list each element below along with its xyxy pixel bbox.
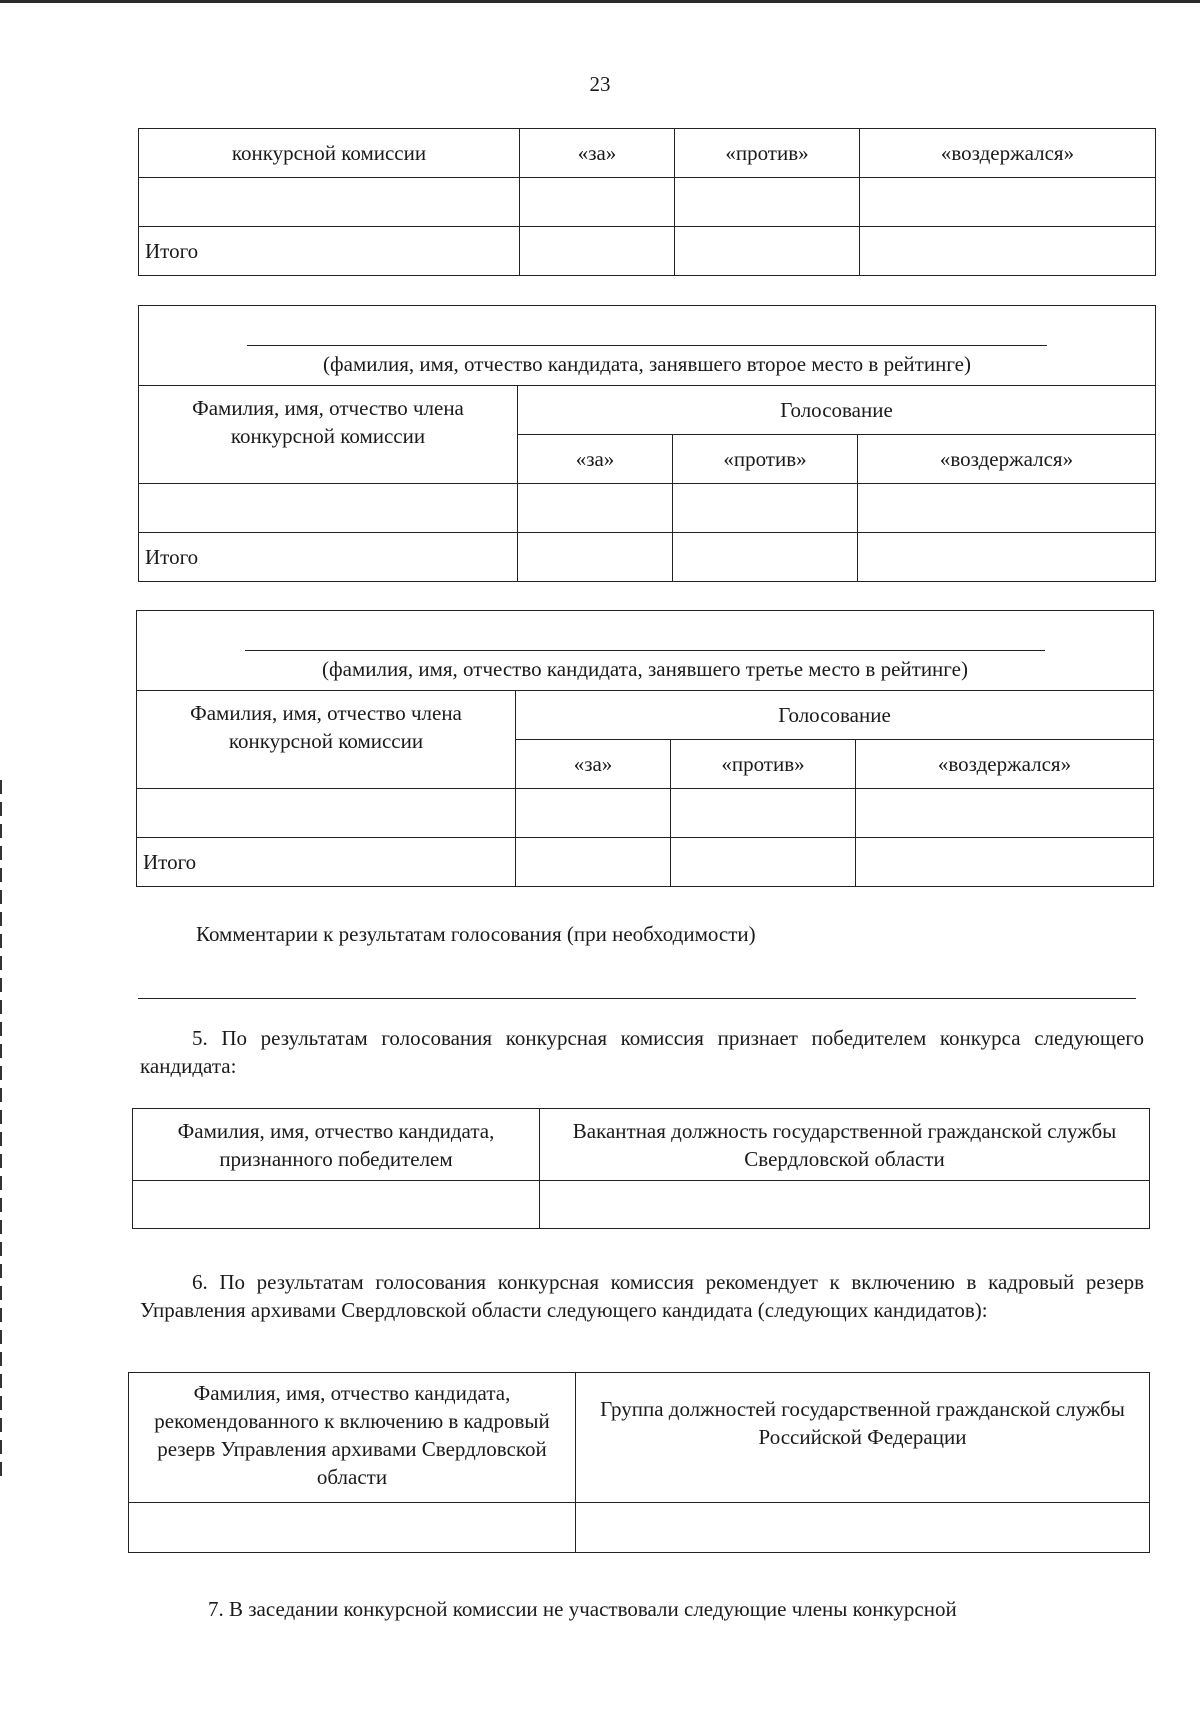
winner-name-header: Фамилия, имя, отчество кандидата, признанного победителем	[133, 1109, 540, 1181]
protiv-cell	[673, 484, 858, 533]
winner-name-cell	[133, 1181, 540, 1229]
vozd-header: «воздержался»	[860, 129, 1156, 178]
za-header: «за»	[518, 435, 673, 484]
protiv-header: «против»	[675, 129, 860, 178]
vozd-cell	[860, 178, 1156, 227]
total-row	[137, 838, 1154, 887]
candidate-caption-cell	[139, 306, 1156, 386]
vote-header: Голосование	[518, 386, 1156, 435]
vozd-total	[858, 533, 1156, 582]
total-row	[139, 533, 1156, 582]
member-cell	[139, 484, 518, 533]
table-row	[139, 178, 1156, 227]
vote-header: Голосование	[516, 691, 1154, 740]
vacant-position-cell	[540, 1181, 1150, 1229]
comments-label: Комментарии к результатам голосования (при необходимости)	[196, 922, 756, 946]
second-place-vote-table	[138, 305, 1156, 582]
za-cell	[520, 178, 675, 227]
candidate-name-line	[245, 650, 1045, 651]
vozd-cell	[858, 484, 1156, 533]
total-label: Итого	[139, 227, 520, 276]
za-total	[518, 533, 673, 582]
table-row	[139, 484, 1156, 533]
vozd-cell	[856, 789, 1154, 838]
vozd-header: «воздержался»	[858, 435, 1156, 484]
reserve-table	[128, 1372, 1150, 1553]
section6-text: 6. По результатам голосования конкурсная комиссия рекомендует к включению в кадровый резерв Управления архивами Свердловской области следующего кандидата (следующих кандидатов):	[140, 1270, 1144, 1322]
third-place-vote-table	[136, 610, 1154, 887]
scan-edge-left	[0, 780, 2, 1480]
protiv-total	[673, 533, 858, 582]
za-total	[520, 227, 675, 276]
protiv-total	[671, 838, 856, 887]
section7-text: 7. В заседании конкурсной комиссии не участвовали следующие члены конкурсной	[208, 1597, 957, 1621]
za-header: «за»	[516, 740, 671, 789]
protiv-header: «против»	[673, 435, 858, 484]
candidate-caption: (фамилия, имя, отчество кандидата, занявшего второе место в рейтинге)	[323, 351, 971, 376]
za-cell	[518, 484, 673, 533]
page-number: 23	[589, 72, 611, 96]
vozd-total	[856, 838, 1154, 887]
protiv-total	[675, 227, 860, 276]
table-row	[129, 1503, 1150, 1553]
member-header: Фамилия, имя, отчество члена конкурсной комиссии	[139, 386, 518, 484]
protiv-cell	[675, 178, 860, 227]
reserve-candidate-cell	[129, 1503, 576, 1553]
position-group-header: Группа должностей государственной гражданской службы Российской Федерации	[576, 1373, 1150, 1503]
total-label: Итого	[139, 533, 518, 582]
protiv-cell	[671, 789, 856, 838]
section5-text: 5. По результатам голосования конкурсная комиссия признает победителем конкурса следующего кандидата:	[140, 1026, 1144, 1078]
table-row	[133, 1181, 1150, 1229]
member-header: конкурсной комиссии	[139, 129, 520, 178]
comments-line	[138, 998, 1136, 999]
za-total	[516, 838, 671, 887]
vozd-total	[860, 227, 1156, 276]
vacant-position-header: Вакантная должность государственной гражданской службы Свердловской области	[540, 1109, 1150, 1181]
candidate-caption: (фамилия, имя, отчество кандидата, занявшего третье место в рейтинге)	[322, 656, 968, 681]
scan-edge-top	[0, 0, 1200, 3]
member-header: Фамилия, имя, отчество члена конкурсной комиссии	[137, 691, 516, 789]
vozd-header: «воздержался»	[856, 740, 1154, 789]
position-group-cell	[576, 1503, 1150, 1553]
protiv-header: «против»	[671, 740, 856, 789]
member-cell	[139, 178, 520, 227]
winner-table	[132, 1108, 1150, 1229]
total-row	[139, 227, 1156, 276]
candidate-caption-cell	[137, 611, 1154, 691]
member-cell	[137, 789, 516, 838]
table-row	[137, 789, 1154, 838]
candidate-name-line	[247, 345, 1047, 346]
za-header: «за»	[520, 129, 675, 178]
za-cell	[516, 789, 671, 838]
first-place-vote-table	[138, 128, 1156, 276]
reserve-candidate-header: Фамилия, имя, отчество кандидата, рекомендованного к включению в кадровый резерв Управления архивами Свердловской области	[129, 1373, 576, 1503]
total-label: Итого	[137, 838, 516, 887]
